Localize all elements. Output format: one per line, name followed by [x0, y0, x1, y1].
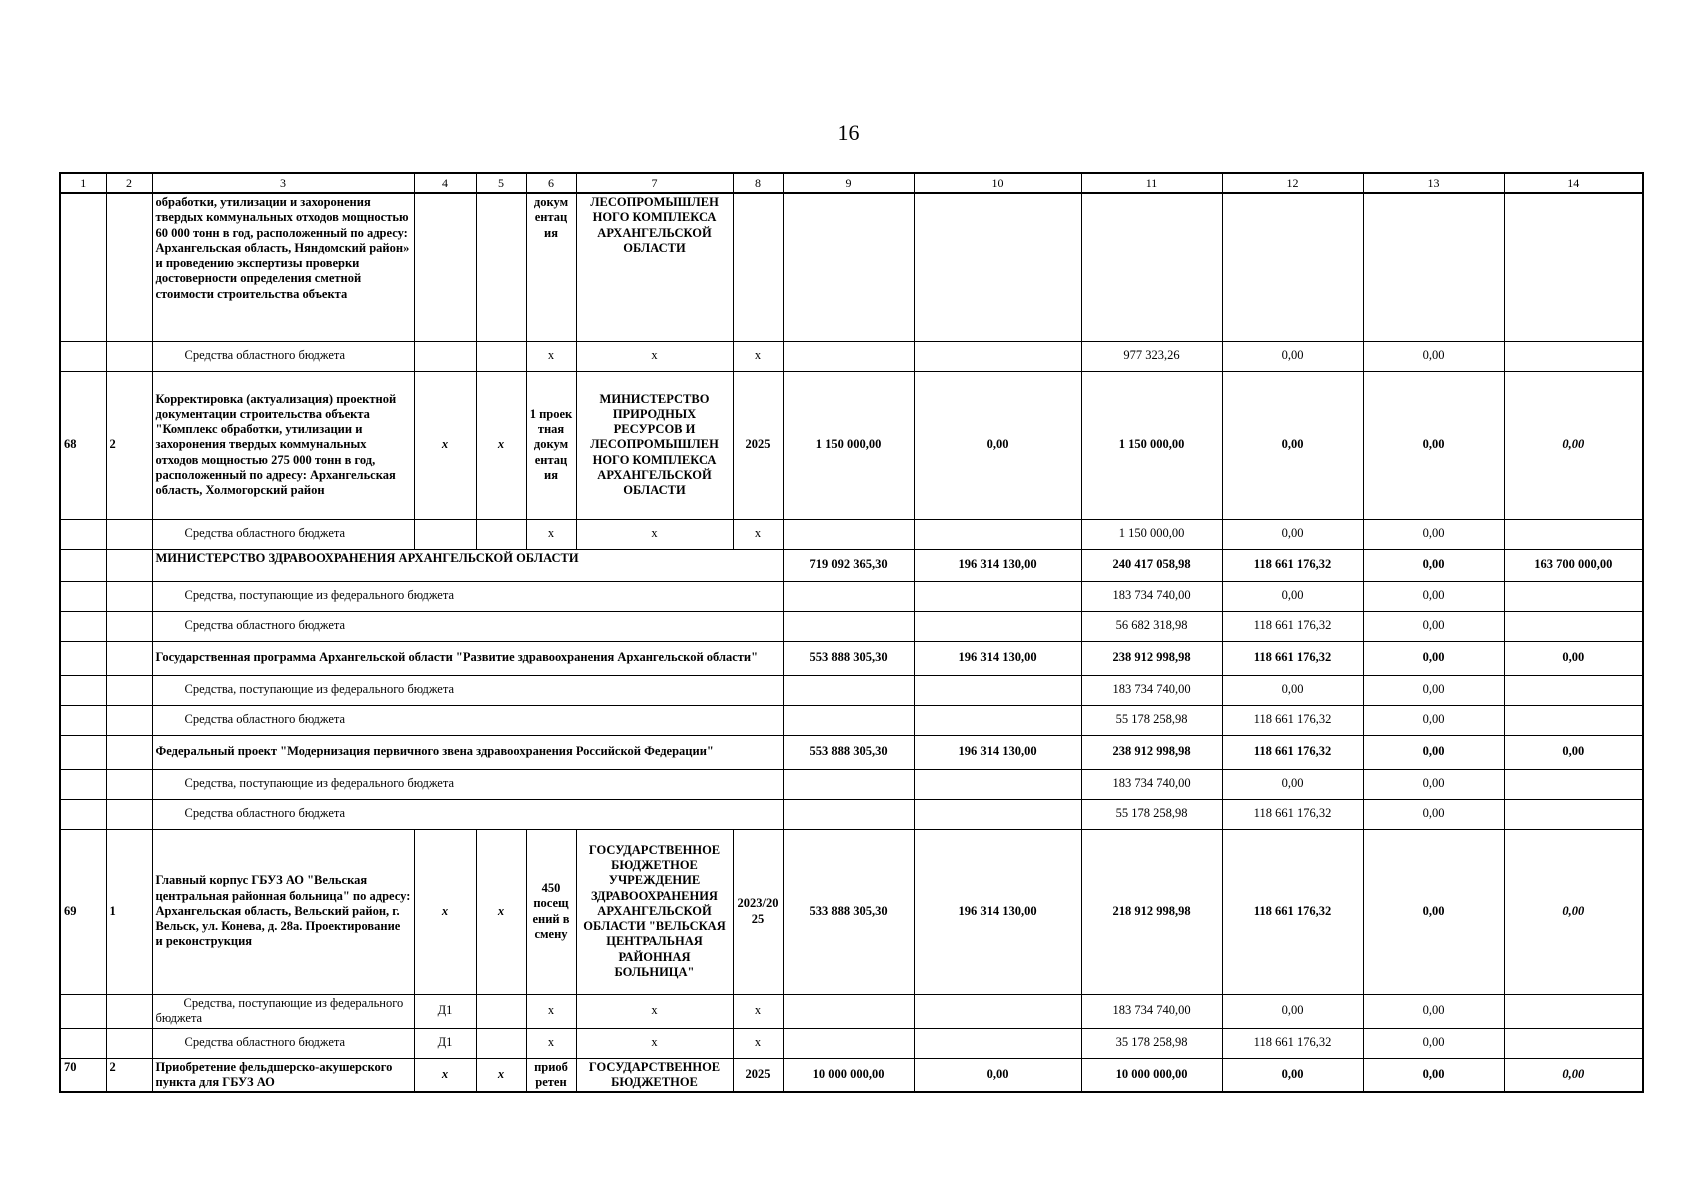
table-row-funding-source	[60, 769, 1643, 799]
table-row-funding-source	[60, 341, 1643, 371]
capacity: докум ентац ия	[526, 193, 576, 341]
program-heading: Государственная программа Архангельской области "Развитие здравоохранения Архангельской области"	[152, 641, 783, 675]
funding-source-label: Средства областного бюджета	[152, 705, 783, 735]
table-row-object-70	[60, 1058, 1643, 1092]
amount-total: 533 888 305,30	[783, 829, 914, 994]
amount-2024: 183 734 740,00	[1081, 581, 1222, 611]
capacity: приоб ретен	[526, 1058, 576, 1092]
amount-before: 196 314 130,00	[914, 641, 1081, 675]
federal-project-heading: Федеральный проект "Модернизация первичного звена здравоохранения Российской Федерации"	[152, 735, 783, 769]
table-row-object-69	[60, 829, 1643, 994]
amount-after: 163 700 000,00	[1504, 549, 1643, 581]
amount-2024: 56 682 318,98	[1081, 611, 1222, 641]
amount-2026: 0,00	[1363, 341, 1504, 371]
funding-source-label: Средства областного бюджета	[152, 799, 783, 829]
row-subnumber: 1	[106, 829, 152, 994]
amount-2026: 0,00	[1363, 994, 1504, 1028]
cell-x: x	[526, 1028, 576, 1058]
cell-x: x	[576, 994, 733, 1028]
funding-source-label: Средства, поступающие из федерального бюджета	[152, 769, 783, 799]
amount-2024: 977 323,26	[1081, 341, 1222, 371]
amount-2025: 118 661 176,32	[1222, 799, 1363, 829]
cell-x: x	[733, 519, 783, 549]
table-row-funding-source	[60, 519, 1643, 549]
cell-x: x	[476, 829, 526, 994]
table-row-funding-source	[60, 705, 1643, 735]
amount-2024: 1 150 000,00	[1081, 371, 1222, 519]
funding-source-label: Средства, поступающие из федерального бюджета	[152, 994, 414, 1028]
customer: ГОСУДАРСТВЕННОЕ БЮДЖЕТНОЕ	[576, 1058, 733, 1092]
amount-2026: 0,00	[1363, 735, 1504, 769]
amount-2024: 55 178 258,98	[1081, 705, 1222, 735]
amount-2025: 0,00	[1222, 675, 1363, 705]
object-name: Главный корпус ГБУЗ АО "Вельская центральная районная больница" по адресу: Архангельская область, Вельский район, г. Вельск, ул. Конева, д. 28а. Проектирование и реконструкция	[152, 829, 414, 994]
amount-after: 0,00	[1504, 641, 1643, 675]
amount-2024: 183 734 740,00	[1081, 675, 1222, 705]
amount-2025: 118 661 176,32	[1222, 829, 1363, 994]
column-header: 7	[576, 173, 733, 193]
table-row-funding-source	[60, 1028, 1643, 1058]
table-row-funding-source	[60, 581, 1643, 611]
page-number: 16	[837, 120, 860, 145]
amount-2024: 10 000 000,00	[1081, 1058, 1222, 1092]
amount-2026: 0,00	[1363, 1058, 1504, 1092]
funding-source-label: Средства областного бюджета	[152, 341, 414, 371]
table-row-continued-object	[60, 193, 1643, 341]
row-subnumber: 2	[106, 1058, 152, 1092]
amount-2026: 0,00	[1363, 371, 1504, 519]
table-row-funding-source	[60, 611, 1643, 641]
object-name: обработки, утилизации и захоронения твердых коммунальных отходов мощностью 60 000 тонн в год, расположенный по адресу: Архангельская область, Няндомский район» и проведению экспертизы проверки достоверности определения сметной стоимости строительства объекта	[152, 193, 414, 341]
cell-x: x	[476, 1058, 526, 1092]
amount-before: 0,00	[914, 371, 1081, 519]
amount-2025: 0,00	[1222, 994, 1363, 1028]
column-header: 5	[476, 173, 526, 193]
cell-x: x	[414, 829, 476, 994]
cell-x: x	[733, 341, 783, 371]
amount-2026: 0,00	[1363, 675, 1504, 705]
amount-2024: 238 912 998,98	[1081, 735, 1222, 769]
amount-2026: 0,00	[1363, 769, 1504, 799]
cell-x: x	[733, 994, 783, 1028]
amount-total: 553 888 305,30	[783, 641, 914, 675]
column-header: 11	[1081, 173, 1222, 193]
amount-2024: 183 734 740,00	[1081, 994, 1222, 1028]
amount-2025: 0,00	[1222, 371, 1363, 519]
amount-2026: 0,00	[1363, 641, 1504, 675]
column-header: 9	[783, 173, 914, 193]
table-row-object-68	[60, 371, 1643, 519]
column-header: 8	[733, 173, 783, 193]
column-header: 13	[1363, 173, 1504, 193]
amount-before: 196 314 130,00	[914, 549, 1081, 581]
row-number: 68	[60, 371, 106, 519]
capacity: 450 посещ ений в смену	[526, 829, 576, 994]
amount-2025: 118 661 176,32	[1222, 549, 1363, 581]
customer: ГОСУДАРСТВЕННОЕ БЮДЖЕТНОЕ УЧРЕЖДЕНИЕ ЗДРАВООХРАНЕНИЯ АРХАНГЕЛЬСКОЙ ОБЛАСТИ "ВЕЛЬСКАЯ ЦЕНТРАЛЬНАЯ РАЙОННАЯ БОЛЬНИЦА"	[576, 829, 733, 994]
column-header: 12	[1222, 173, 1363, 193]
amount-before: 0,00	[914, 1058, 1081, 1092]
cell-x: x	[576, 341, 733, 371]
cell-x: x	[414, 371, 476, 519]
row-subnumber: 2	[106, 371, 152, 519]
cell-x: x	[526, 341, 576, 371]
object-name: Приобретение фельдшерско-акушерского пункта для ГБУЗ АО	[152, 1058, 414, 1092]
column-header: 3	[152, 173, 414, 193]
column-header: 1	[60, 173, 106, 193]
table-row-funding-source	[60, 799, 1643, 829]
amount-2026: 0,00	[1363, 829, 1504, 994]
column-header: 2	[106, 173, 152, 193]
object-name: Корректировка (актуализация) проектной документации строительства объекта "Комплекс обработки, утилизации и захоронения твердых коммунальных отходов мощностью 275 000 тонн в год, расположенный по адресу: Архангельская область, Холмогорский район	[152, 371, 414, 519]
funding-source-label: Средства областного бюджета	[152, 519, 414, 549]
funding-code: Д1	[414, 1028, 476, 1058]
cell-x: x	[476, 371, 526, 519]
amount-2026: 0,00	[1363, 519, 1504, 549]
amount-total: 10 000 000,00	[783, 1058, 914, 1092]
amount-2025: 118 661 176,32	[1222, 641, 1363, 675]
column-header: 6	[526, 173, 576, 193]
amount-2025: 0,00	[1222, 581, 1363, 611]
amount-2026: 0,00	[1363, 1028, 1504, 1058]
amount-2025: 0,00	[1222, 1058, 1363, 1092]
row-number: 69	[60, 829, 106, 994]
funding-code: Д1	[414, 994, 476, 1028]
table-row-federal-project-total	[60, 735, 1643, 769]
ministry-heading: МИНИСТЕРСТВО ЗДРАВООХРАНЕНИЯ АРХАНГЕЛЬСКОЙ ОБЛАСТИ	[152, 549, 783, 581]
amount-total: 553 888 305,30	[783, 735, 914, 769]
amount-2026: 0,00	[1363, 705, 1504, 735]
cell-x: x	[576, 519, 733, 549]
column-header: 14	[1504, 173, 1643, 193]
column-header: 4	[414, 173, 476, 193]
amount-after: 0,00	[1504, 371, 1643, 519]
amount-total: 1 150 000,00	[783, 371, 914, 519]
year: 2025	[733, 371, 783, 519]
amount-2024: 240 417 058,98	[1081, 549, 1222, 581]
cell-x: x	[526, 519, 576, 549]
funding-source-label: Средства, поступающие из федерального бюджета	[152, 675, 783, 705]
amount-2025: 118 661 176,32	[1222, 611, 1363, 641]
amount-before: 196 314 130,00	[914, 829, 1081, 994]
amount-total: 719 092 365,30	[783, 549, 914, 581]
column-header: 10	[914, 173, 1081, 193]
amount-2026: 0,00	[1363, 799, 1504, 829]
customer: МИНИСТЕРСТВО ПРИРОДНЫХ РЕСУРСОВ И ЛЕСОПРОМЫШЛЕН НОГО КОМПЛЕКСА АРХАНГЕЛЬСКОЙ ОБЛАСТИ	[576, 371, 733, 519]
amount-after: 0,00	[1504, 1058, 1643, 1092]
amount-2024: 55 178 258,98	[1081, 799, 1222, 829]
customer: ЛЕСОПРОМЫШЛЕН НОГО КОМПЛЕКСА АРХАНГЕЛЬСКОЙ ОБЛАСТИ	[576, 193, 733, 341]
amount-2025: 0,00	[1222, 519, 1363, 549]
amount-2025: 118 661 176,32	[1222, 1028, 1363, 1058]
funding-source-label: Средства областного бюджета	[152, 611, 783, 641]
capacity: 1 проек тная докум ентац ия	[526, 371, 576, 519]
column-number-header-row	[60, 173, 1643, 193]
amount-2025: 0,00	[1222, 341, 1363, 371]
amount-2024: 218 912 998,98	[1081, 829, 1222, 994]
cell-x: x	[576, 1028, 733, 1058]
amount-2025: 118 661 176,32	[1222, 735, 1363, 769]
amount-2024: 35 178 258,98	[1081, 1028, 1222, 1058]
amount-2026: 0,00	[1363, 611, 1504, 641]
amount-after: 0,00	[1504, 829, 1643, 994]
year: 2025	[733, 1058, 783, 1092]
cell-x: x	[733, 1028, 783, 1058]
amount-2025: 0,00	[1222, 769, 1363, 799]
funding-source-label: Средства областного бюджета	[152, 1028, 414, 1058]
amount-2026: 0,00	[1363, 549, 1504, 581]
amount-after: 0,00	[1504, 735, 1643, 769]
year: 2023/20 25	[733, 829, 783, 994]
table-row-funding-source	[60, 994, 1643, 1028]
cell-x: x	[414, 1058, 476, 1092]
budget-table	[59, 172, 1644, 1093]
funding-source-label: Средства, поступающие из федерального бюджета	[152, 581, 783, 611]
amount-before: 196 314 130,00	[914, 735, 1081, 769]
table-row-ministry-total	[60, 549, 1643, 581]
table-row-funding-source	[60, 675, 1643, 705]
amount-2026: 0,00	[1363, 581, 1504, 611]
amount-2025: 118 661 176,32	[1222, 705, 1363, 735]
amount-2024: 183 734 740,00	[1081, 769, 1222, 799]
table-row-program-total	[60, 641, 1643, 675]
amount-2024: 238 912 998,98	[1081, 641, 1222, 675]
amount-2024: 1 150 000,00	[1081, 519, 1222, 549]
cell-x: x	[526, 994, 576, 1028]
row-number: 70	[60, 1058, 106, 1092]
